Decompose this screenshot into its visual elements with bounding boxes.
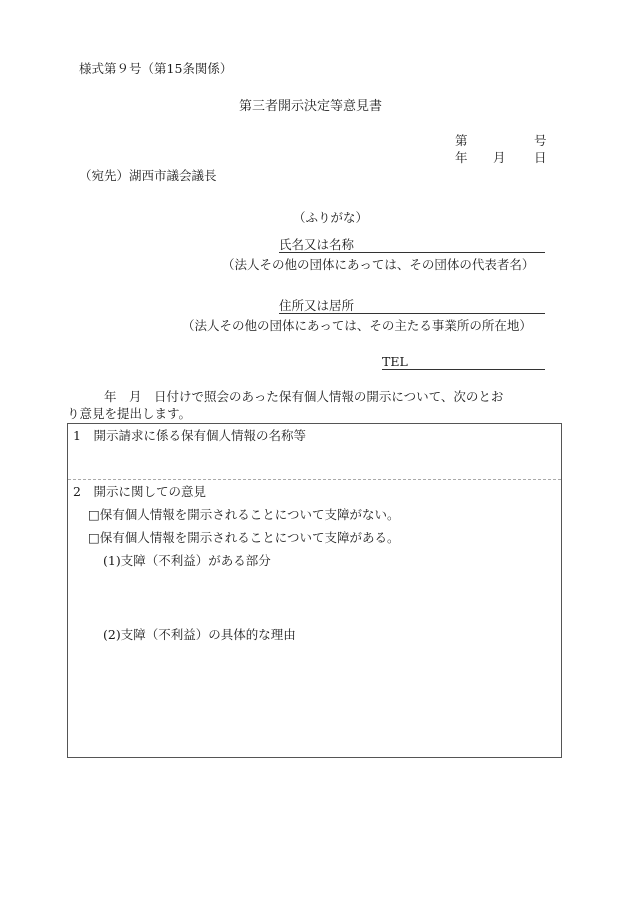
- date-month: 月: [493, 150, 506, 165]
- section-2-title: 2 開示に関しての意見: [73, 484, 206, 499]
- addressee: （宛先）湖西市議会議長: [79, 168, 217, 183]
- date-year: 年: [455, 150, 468, 165]
- opinion-box: [67, 423, 562, 758]
- name-underline[interactable]: [279, 252, 545, 253]
- date-day: 日: [534, 150, 547, 165]
- body-line-2: り意見を提出します。: [67, 406, 192, 421]
- option-has-hindrance[interactable]: □保有個人情報を開示されることについて支障がある。: [88, 530, 400, 545]
- document-title: 第三者開示決定等意見書: [239, 99, 383, 114]
- option-no-hindrance[interactable]: □保有個人情報を開示されることについて支障がない。: [88, 507, 400, 522]
- form-number: 様式第９号（第15条関係）: [79, 61, 233, 76]
- name-note: （法人その他の団体にあっては、その団体の代表者名）: [222, 257, 535, 272]
- tel-label: TEL: [382, 354, 408, 369]
- subsection-2: (2)支障（不利益）の具体的な理由: [103, 627, 296, 642]
- tel-underline[interactable]: [382, 369, 545, 370]
- address-note: （法人その他の団体にあっては、その主たる事業所の所在地）: [182, 318, 532, 333]
- subsection-1: (1)支障（不利益）がある部分: [103, 553, 271, 568]
- section-divider: [68, 479, 561, 480]
- body-line-1: 年 月 日付けで照会のあった保有個人情報の開示について、次のとお: [79, 389, 504, 404]
- address-underline[interactable]: [279, 313, 545, 314]
- name-label: 氏名又は名称: [279, 237, 355, 252]
- number-suffix: 号: [534, 133, 547, 148]
- section-1-title: 1 開示請求に係る保有個人情報の名称等: [73, 428, 306, 443]
- address-label: 住所又は居所: [279, 298, 355, 313]
- number-prefix: 第: [455, 133, 468, 148]
- furigana-label: （ふりがな）: [293, 210, 369, 225]
